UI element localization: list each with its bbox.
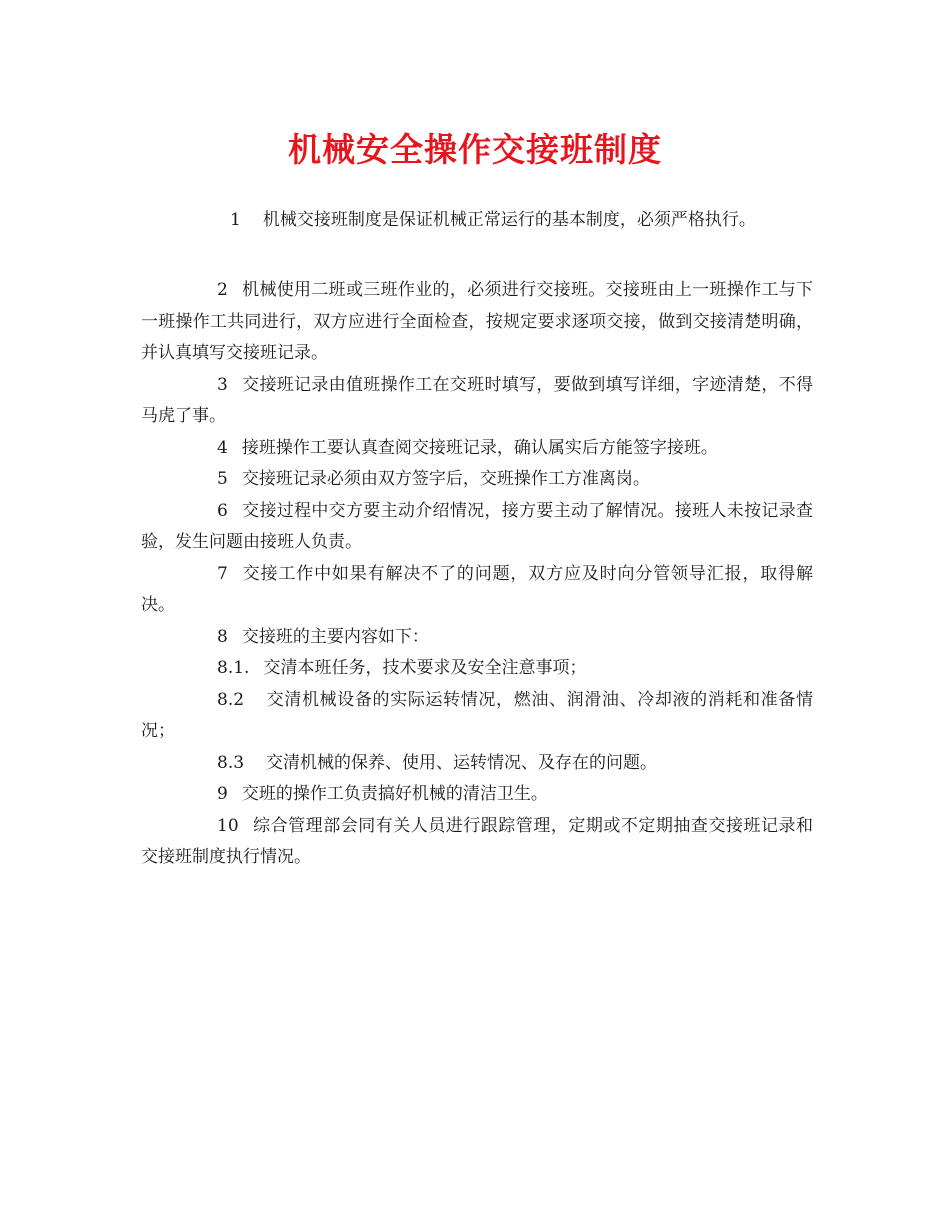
clause-text: 交接工作中如果有解决不了的问题，双方应及时向分管领导汇报，取得解决。 <box>141 563 813 615</box>
clause-text: 交接班记录由值班操作工在交班时填写，要做到填写详细，字迹清楚，不得马虎了事。 <box>141 374 813 426</box>
clause-text: 交班的操作工负责搞好机械的清洁卫生。 <box>241 784 548 804</box>
clause-number: 8 <box>217 626 228 647</box>
clause-5 <box>141 464 813 496</box>
clause-number: 8.3 <box>217 752 245 773</box>
clause-2 <box>141 275 813 370</box>
clause-number: 7 <box>217 563 228 584</box>
clause-number: 8.1. <box>217 658 250 678</box>
document-title: 机械安全操作交接班制度 <box>288 130 662 169</box>
clause-text: 接班操作工要认真查阅交接班记录，确认属实后方能签字接班。 <box>241 437 718 458</box>
clause-number: 1 <box>230 210 241 230</box>
clause-7 <box>141 559 813 622</box>
clause-text: 交清机械的保养、使用、运转情况、及存在的问题。 <box>266 752 658 773</box>
clause-8-2 <box>141 685 813 748</box>
clause-8-1 <box>141 653 813 685</box>
clause-6 <box>141 496 813 559</box>
clause-text: 机械交接班制度是保证机械正常运行的基本制度，必须严格执行。 <box>262 210 756 230</box>
clause-number: 2 <box>217 280 228 300</box>
clause-number: 10 <box>217 815 239 836</box>
clauses-body <box>141 275 813 874</box>
clause-3 <box>141 370 813 433</box>
clause-1 <box>230 205 756 235</box>
clause-number: 3 <box>217 374 228 395</box>
clause-8 <box>141 622 813 654</box>
clause-number: 4 <box>217 437 228 458</box>
clause-text: 交接班记录必须由双方签字后，交班操作工方准离岗。 <box>241 469 650 489</box>
clause-text: 综合管理部会同有关人员进行跟踪管理，定期或不定期抽查交接班记录和交接班制度执行情况。 <box>141 815 813 867</box>
clause-text: 交接班的主要内容如下： <box>241 626 429 647</box>
clause-8-3 <box>141 748 813 780</box>
clause-9 <box>141 779 813 811</box>
clause-number: 5 <box>217 469 228 489</box>
clause-text: 交清本班任务，技术要求及安全注意事项； <box>263 658 587 678</box>
clause-number: 9 <box>217 784 228 804</box>
clause-10 <box>141 811 813 874</box>
clause-number: 6 <box>217 500 228 521</box>
clause-number: 8.2 <box>217 689 245 710</box>
clause-text: 交清机械设备的实际运转情况，燃油、润滑油、冷却液的消耗和准备情况； <box>141 689 813 741</box>
clause-text: 交接过程中交方要主动介绍情况，接方要主动了解情况。接班人未按记录查验，发生问题由接班人负责。 <box>141 500 813 552</box>
clause-text: 机械使用二班或三班作业的，必须进行交接班。交接班由上一班操作工与下一班操作工共同进行，双方应进行全面检查，按规定要求逐项交接，做到交接清楚明确，并认真填写交接班记录。 <box>141 280 813 363</box>
clause-4 <box>141 433 813 465</box>
